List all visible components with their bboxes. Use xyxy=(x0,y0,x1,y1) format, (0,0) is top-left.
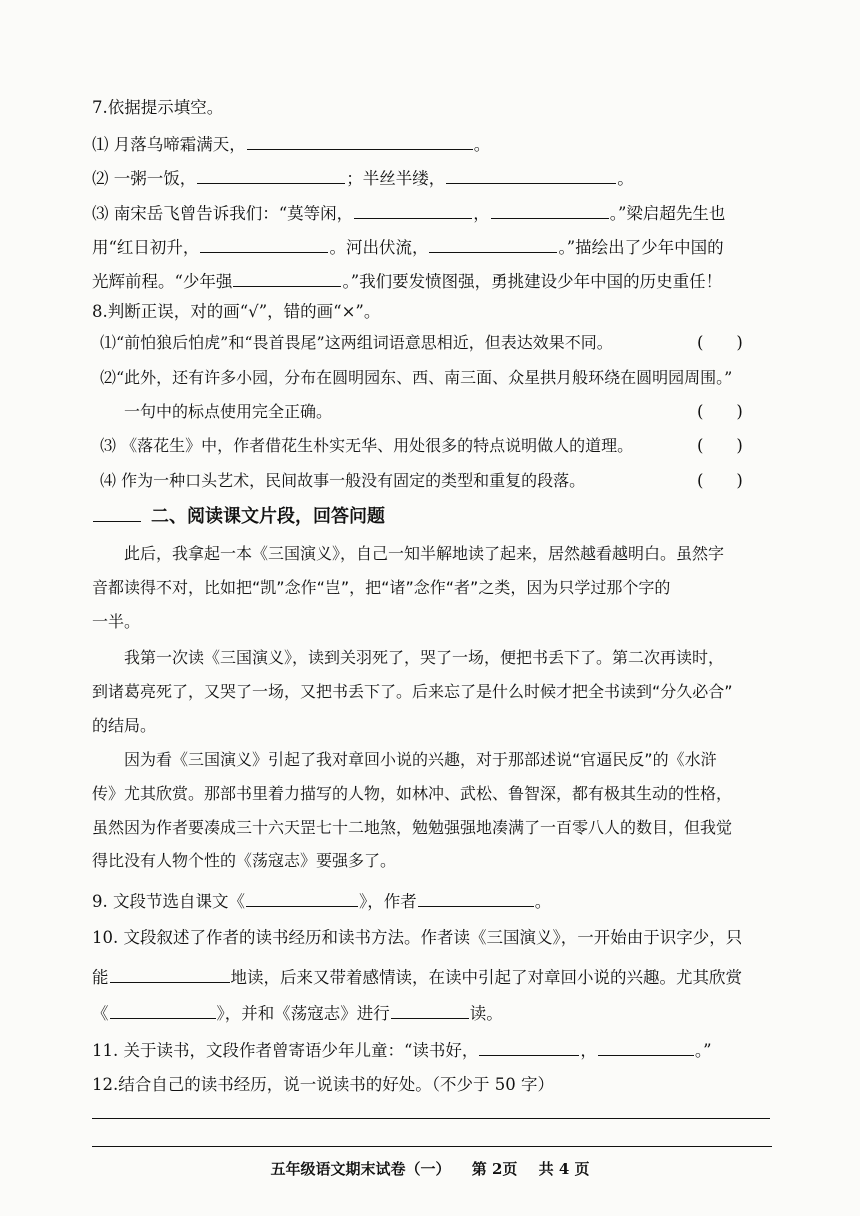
q7-title: 7.依据提示填空。 xyxy=(92,98,224,117)
q12-answer-line[interactable] xyxy=(92,1118,770,1119)
passage-line: 因为看《三国演义》引起了我对章回小说的兴趣，对于那部述说“官逼民反”的《水浒 xyxy=(124,750,717,769)
footer-total-pages: 共 4 页 xyxy=(538,1160,590,1178)
q8-item-1: ⑴“前怕狼后怕虎”和“畏首畏尾”这两组词语意思相近，但表达效果不同。 xyxy=(100,333,613,352)
q7-item-1: ⑴ 月落乌啼霜满天， 。 xyxy=(92,131,490,157)
footer-exam-title: 五年级语文期末试卷（一） xyxy=(270,1160,451,1178)
q10-blank-c[interactable] xyxy=(391,1000,469,1019)
q8-item-2-line-2: 一句中的标点使用完全正确。 xyxy=(124,402,333,421)
q7-3-blank-c[interactable] xyxy=(200,234,328,253)
passage-line: 得比没有人物个性的《荡寇志》要强多了。 xyxy=(92,851,397,870)
q12: 12.结合自己的读书经历，说一说读书的好处。（不少于 50 字） xyxy=(92,1075,554,1094)
q7-3-blank-a[interactable] xyxy=(354,200,472,219)
footer-divider xyxy=(92,1146,772,1147)
q10-blank-a[interactable] xyxy=(110,964,230,983)
section-2-heading: 二、阅读课文片段，回答问题 xyxy=(92,505,385,529)
passage-line: 我第一次读《三国演义》，读到关羽死了，哭了一场，便把书丢下了。第二次再读时， xyxy=(124,648,725,667)
passage-line: 音都读得不对，比如把“凯”念作“岂”，把“诸”念作“者”之类，因为只学过那个字的 xyxy=(92,578,671,597)
q10-line-3: 《 》，并和《荡寇志》进行 读。 xyxy=(92,1000,503,1026)
q8-1-answer-paren[interactable]: ( ) xyxy=(697,333,743,352)
q10-line-1: 10. 文段叙述了作者的读书经历和读书方法。作者读《三国演义》，一开始由于识字少，只 xyxy=(92,928,743,947)
q8-item-2: ⑵“此外，还有许多小园，分布在圆明园东、西、南三面、众星拱月般环绕在圆明园周围。” xyxy=(100,368,733,387)
q11: 11. 关于读书，文段作者曾寄语少年儿童：“读书好， ， 。” xyxy=(92,1037,712,1063)
q7-1-blank[interactable] xyxy=(247,131,473,150)
page-footer xyxy=(0,1158,860,1179)
passage-line: 虽然因为作者要凑成三十六天罡七十二地煞，勉勉强强地凑满了一百零八人的数目，但我觉 xyxy=(92,818,733,837)
passage-line: 传》尤其欣赏。那部书里着力描写的人物，如林冲、武松、鲁智深，都有极其生动的性格， xyxy=(92,784,733,803)
passage-line: 一半。 xyxy=(92,612,141,631)
q7-3-blank-e[interactable] xyxy=(233,268,341,287)
q8-title: 8.判断正误，对的画“√”，错的画“×”。 xyxy=(92,302,381,321)
q7-item-2: ⑵ 一粥一饭， ；半丝半缕， 。 xyxy=(92,165,634,191)
q8-item-3: ⑶ 《落花生》中，作者借花生朴实无华、用处很多的特点说明做人的道理。 xyxy=(100,436,634,455)
q8-item-4: ⑷ 作为一种口头艺术，民间故事一般没有固定的类型和重复的段落。 xyxy=(100,471,586,490)
q7-item-3-line-3: 光辉前程。“少年强 。”我们要发愤图强，勇挑建设少年中国的历史重任！ xyxy=(92,268,722,294)
q11-blank-b[interactable] xyxy=(598,1037,694,1056)
q7-3-blank-d[interactable] xyxy=(429,234,557,253)
q7-item-3: ⑶ 南宋岳飞曾告诉我们：“莫等闲， ， 。”梁启超先生也 xyxy=(92,200,725,226)
q7-2-blank-b[interactable] xyxy=(446,165,616,184)
q8-3-answer-paren[interactable]: ( ) xyxy=(697,436,743,455)
q7-2-blank-a[interactable] xyxy=(197,165,345,184)
q9: 9. 文段节选自课文《 》，作者 。 xyxy=(92,888,551,914)
q10-blank-b[interactable] xyxy=(110,1000,216,1019)
passage-line: 的结局。 xyxy=(92,716,157,735)
q8-4-answer-paren[interactable]: ( ) xyxy=(697,471,743,490)
q7-item-3-line-2: 用“红日初升， 。河出伏流， 。”描绘出了少年中国的 xyxy=(92,234,724,260)
footer-page-number: 第 2页 xyxy=(471,1160,518,1178)
section-2-score-blank[interactable] xyxy=(93,507,141,522)
passage-line: 此后，我拿起一本《三国演义》，自己一知半解地读了起来，居然越看越明白。虽然字 xyxy=(124,544,725,563)
q7-3-blank-b[interactable] xyxy=(491,200,609,219)
q11-blank-a[interactable] xyxy=(479,1037,579,1056)
q9-author-blank[interactable] xyxy=(418,888,534,907)
q10-line-2: 能 地读，后来又带着感情读，在读中引起了对章回小说的兴趣。尤其欣赏 xyxy=(92,964,742,990)
q8-2-answer-paren[interactable]: ( ) xyxy=(697,402,743,421)
passage-line: 到诸葛亮死了，又哭了一场，又把书丢下了。后来忘了是什么时候才把全书读到“分久必合” xyxy=(92,682,733,701)
q9-title-blank[interactable] xyxy=(246,888,358,907)
